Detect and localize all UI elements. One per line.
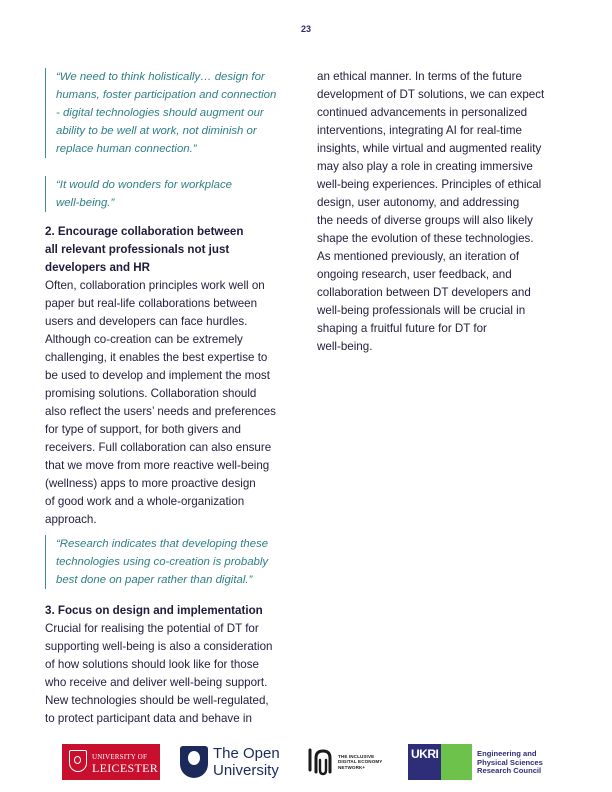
heading-line: 3. Focus on design and implementation [45,604,263,617]
body-line: challenging, it enables the best expertise to [45,351,268,364]
body-line: collaboration between DT developers and [317,286,531,299]
body-line: that we move from more reactive well-being [45,459,270,472]
quote-line: “Research indicates that developing these [56,538,269,550]
body-line: Although co-creation can be extremely [45,333,243,346]
body-line: receivers. Full collaboration can also ensure [45,441,272,454]
paragraph-collaboration [45,277,301,529]
left-column [45,68,301,728]
inclusive-digital-economy-network-logo [307,746,395,778]
body-line: for type of support, for both givers and [45,423,241,436]
body-line: supporting well-being is also a consideration [45,640,273,653]
body-line: continued advancements in personalized [317,106,528,119]
in-monogram-icon [307,746,335,776]
page-number: 23 [300,24,311,34]
quote-line: replace human connection.” [56,143,197,155]
quote-line: ability to be well at work, not diminish or [56,125,257,137]
quote-line: - digital technologies should augment our [56,107,264,119]
inclusive-line: NETWORK+ [338,764,366,770]
section-heading-collaboration [45,223,301,277]
heading-line: 2. Encourage collaboration between [45,225,244,238]
partner-logos [0,742,612,782]
epsrc-line: Engineering and [477,749,537,758]
heading-line: developers and HR [45,261,151,274]
body-line: interventions, integrating AI for real-time [317,124,522,137]
university-of-leicester-logo [62,744,160,780]
epsrc-logo-text [477,750,577,776]
body-line: ongoing research, user feedback, and [317,268,512,281]
open-university-line-2: University [213,762,279,779]
body-line: shaping a fruitful future for DT for [317,322,487,335]
body-line: promising solutions. Collaboration should [45,387,257,400]
body-line: As mentioned previously, an iteration of [317,250,520,263]
paragraph-continuation [317,68,573,356]
body-line: shape the evolution of these technologies. [317,232,534,245]
pull-quote-wonders [45,176,301,212]
body-line: approach. [45,513,97,526]
ukri-green-block [441,744,472,780]
inclusive-line: DIGITAL ECONOMY [338,759,383,765]
body-line: well-being experiences. Principles of ethical [317,178,542,191]
inclusive-line: THE INCLUSIVE [338,754,375,759]
body-line: insights, while virtual and augmented reality [317,142,542,155]
ukri-text: UKRI [411,747,439,761]
epsrc-line: Research Council [477,766,542,776]
body-line: of how solutions should look like for those [45,658,259,671]
quote-line: “We need to think holistically… design for [56,71,265,83]
pull-quote-holistic [45,68,301,158]
ukri-logo [408,744,472,780]
body-line: may also play a role in creating immersive [317,160,533,173]
section-heading-design [45,602,301,620]
ukri-blue-block [408,744,441,780]
body-line: well-being. [317,340,373,353]
body-line: the needs of diverse groups will also likely [317,214,533,227]
body-line: Crucial for realising the potential of DT for [45,622,259,635]
body-line: New technologies should be well-regulated, [45,694,269,707]
inclusive-network-text [338,754,382,770]
epsrc-line: Physical Sciences [477,757,543,767]
quote-line: “It would do wonders for workplace [56,179,233,191]
heading-line: all relevant professionals not just [45,243,230,256]
quote-line: best done on paper rather than digital.” [56,574,253,586]
body-line: also reflect the users’ needs and preferences [45,405,276,418]
right-column [317,68,573,356]
leicester-line-1: UNIVERSITY OF [92,753,148,761]
body-line: who receive and deliver well-being support. [45,676,268,689]
body-line: design, user autonomy, and addressing [317,196,520,209]
body-line: an ethical manner. In terms of the future [317,70,522,83]
paragraph-design [45,620,301,728]
body-line: of good work and a whole-organization [45,495,245,508]
leicester-line-2: LEICESTER [92,761,159,775]
pull-quote-research [45,535,301,589]
body-line: be used to develop and implement the most [45,369,270,382]
body-line: (wellness) apps to more proactive design [45,477,256,490]
open-university-shield-icon [180,746,208,778]
body-line: to protect participant data and behave in [45,712,252,725]
body-line: well-being professionals will be crucial in [317,304,526,317]
open-university-logo [180,744,290,780]
quote-line: humans, foster participation and connection [56,89,277,101]
quote-line: technologies using co-creation is probably [56,556,269,568]
quote-line: well-being.” [56,197,115,209]
leicester-shield-icon [69,750,87,772]
body-line: Often, collaboration principles work well on [45,279,265,292]
body-line: users and developers can face hurdles. [45,315,248,328]
body-line: development of DT solutions, we can expect [317,88,545,101]
open-university-line-1: The Open [213,745,280,762]
body-line: paper but real-life collaborations between [45,297,258,310]
